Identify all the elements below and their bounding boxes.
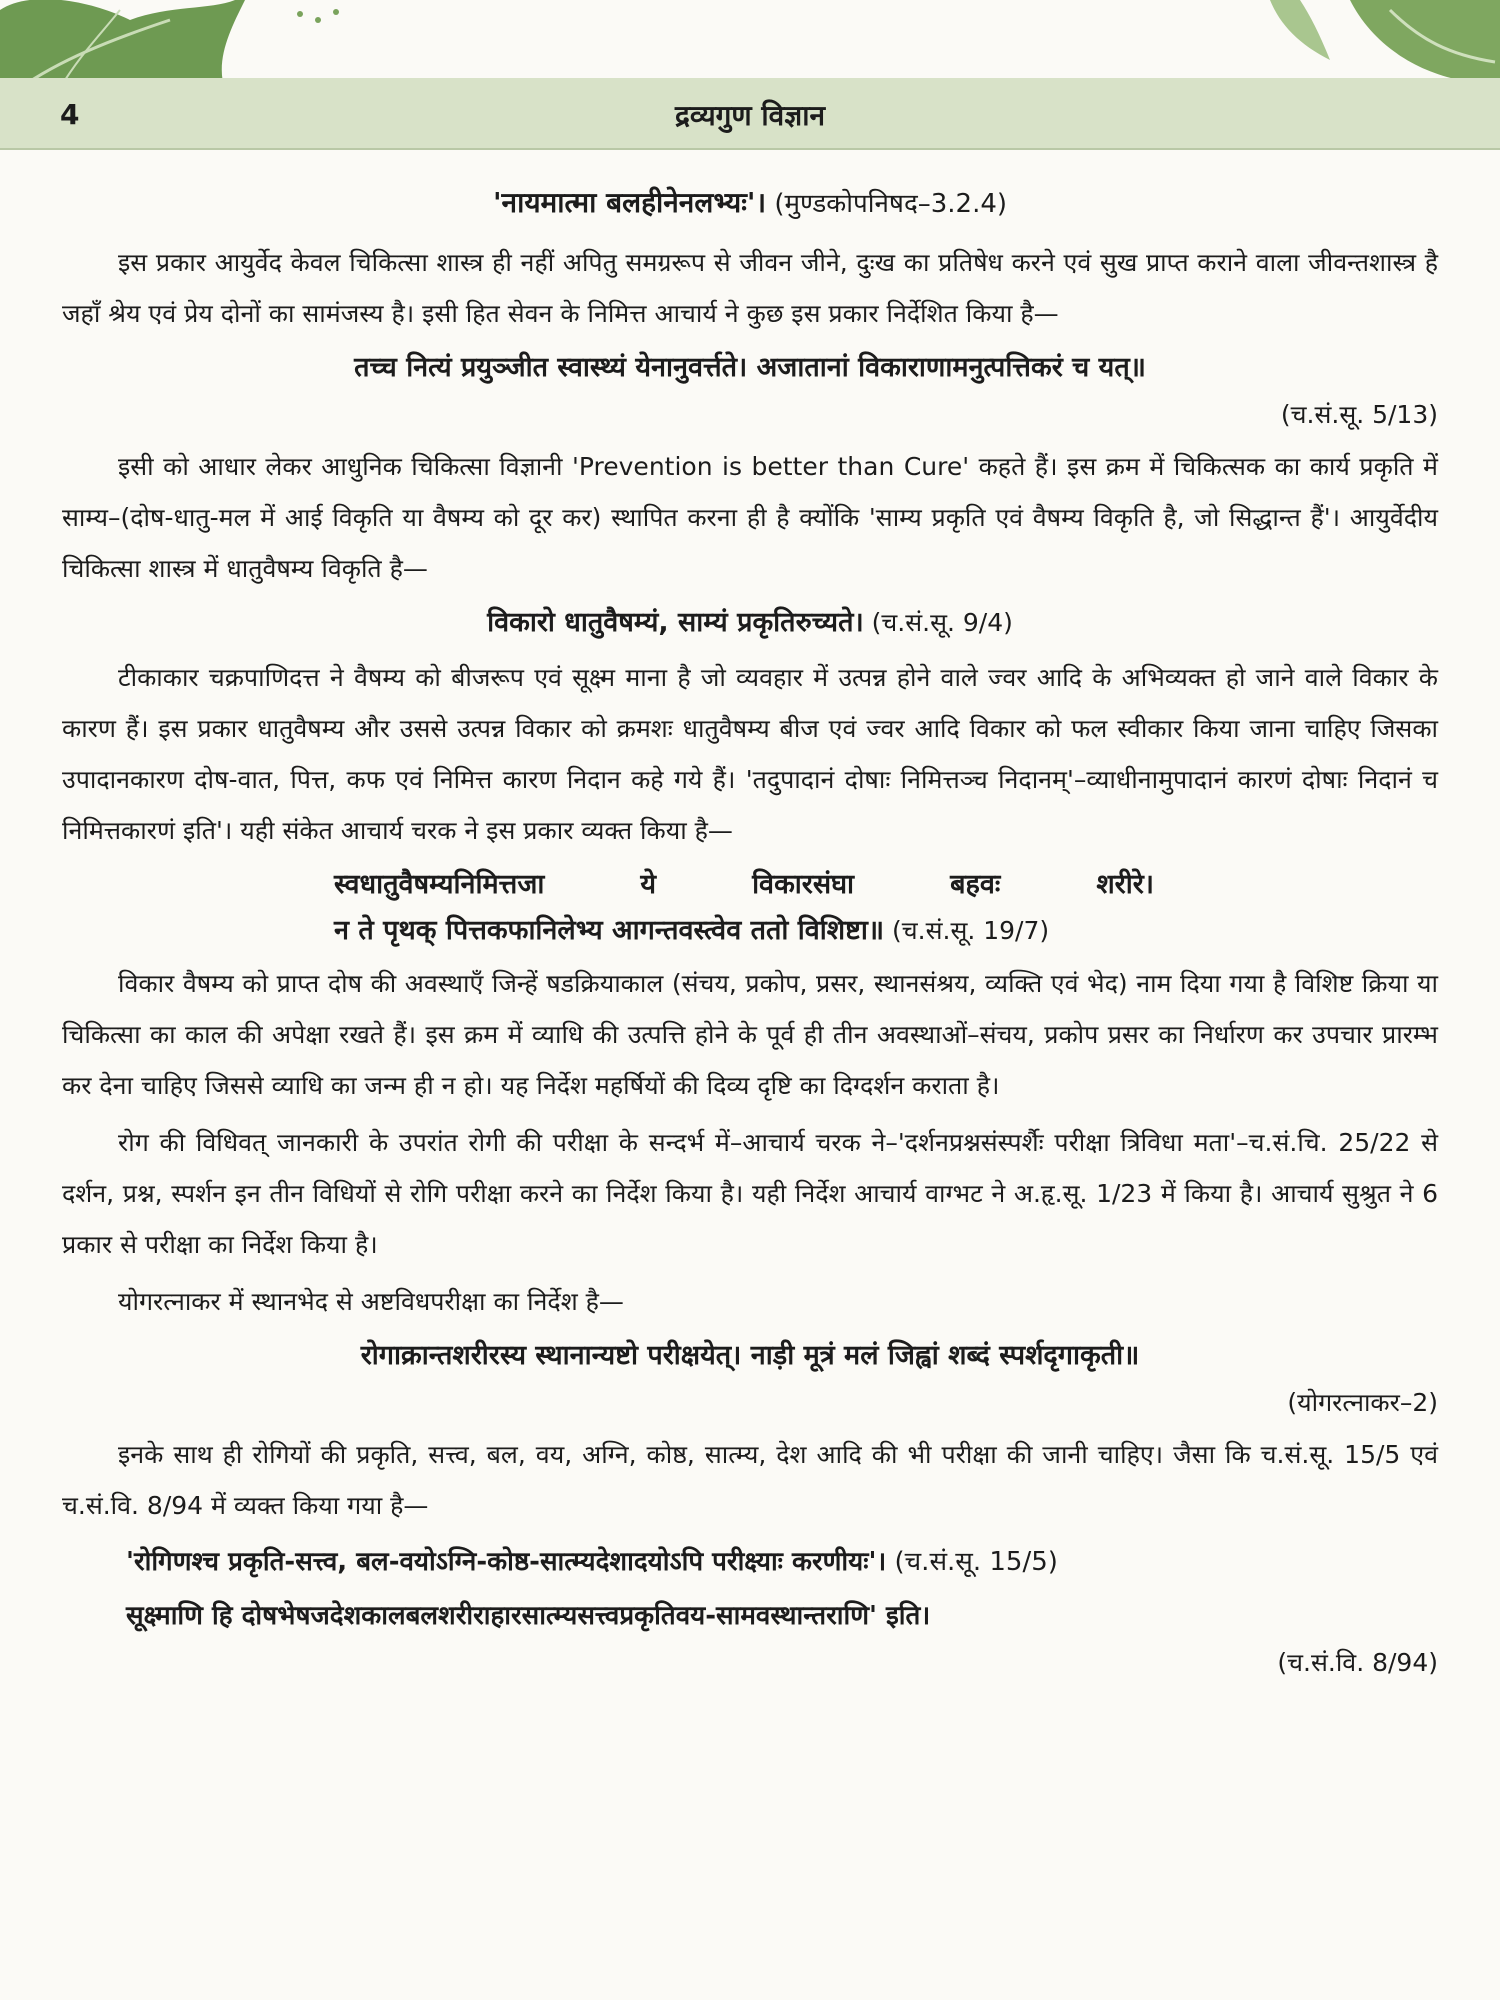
- shloka: विकारो धातुवैषम्यं, साम्यं प्रकृतिरुच्यते। (च.सं.सू. 9/4): [487, 607, 1013, 638]
- paragraph: इस प्रकार आयुर्वेद केवल चिकित्सा शास्त्र ही नहीं अपितु समग्ररूप से जीवन जीने, दुःख का प्रतिषेध करने एवं सुख प्राप्त कराने वाला जीवन्तशास्त्र है जहाँ श्रेय एवं प्रेय दोनों का सामंजस्य है। इसी हित सेवन के निमित्त आचार्य ने कुछ इस प्रकार निर्देशित किया है—: [62, 248, 1438, 328]
- verse-source: (च.सं.सू. 5/13): [1280, 400, 1438, 429]
- verse-source: (योगरत्नाकर–2): [1287, 1388, 1438, 1417]
- running-header: [0, 78, 1500, 150]
- quote-mundaka: 'नायमात्मा बलहीनेनलभ्यः'। (मुण्डकोपनिषद–3.2.4): [492, 186, 1008, 219]
- leaf-decoration-icon: [0, 0, 1500, 90]
- paragraph: इनके साथ ही रोगियों की प्रकृति, सत्त्व, बल, वय, अग्नि, कोष्ठ, सात्म्य, देश आदि की भी परीक्षा की जानी चाहिए। जैसा कि च.सं.सू. 15/5 एवं च.सं.वि. 8/94 में व्यक्त किया गया है—: [62, 1440, 1438, 1520]
- paragraph: रोग की विधिवत् जानकारी के उपरांत रोगी की परीक्षा के सन्दर्भ में–आचार्य चरक ने–'दर्शनप्रश्नसंस्पर्शैः परीक्षा त्रिविधा मता'–च.सं.चि. 25/22 से दर्शन, प्रश्न, स्पर्शन इन तीन विधियों से रोगि परीक्षा करने का निर्देश किया है। यही निर्देश आचार्य वाग्भट ने अ.हृ.सू. 1/23 में किया है। आचार्य सुश्रुत ने 6 प्रकार से परीक्षा का निर्देश किया है।: [62, 1128, 1438, 1259]
- page-body: [62, 182, 1438, 1689]
- paragraph: विकार वैषम्य को प्राप्त दोष की अवस्थाएँ जिन्हें षडक्रियाकाल (संचय, प्रकोप, प्रसर, स्थानसंश्रय, व्यक्ति एवं भेद) नाम दिया गया है विशिष्ट क्रिया या चिकित्सा का काल की अपेक्षा रखते हैं। इस क्रम में व्याधि की उत्पत्ति होने के पूर्व ही तीन अवस्थाओं–संचय, प्रकोप प्रसर का निर्धारण कर उपचार प्रारम्भ कर देना चाहिए जिससे व्याधि का जन्म ही न हो। यह निर्देश महर्षियों की दिव्य दृष्टि का दिग्दर्शन कराता है।: [62, 969, 1438, 1100]
- shloka-two-line: स्वधातुवैषम्यनिमित्तजा ये विकारसंघा बहवः शरीरे। न ते पृथक् पित्तकफानिलेभ्य आगन्तवस्त्वेव ततो विशिष्टा॥ (च.सं.सू. 19/7): [334, 869, 1154, 946]
- quoted-verse: 'रोगिणश्च प्रकृति-सत्त्व, बल-वयोऽग्नि-कोष्ठ-सात्म्यदेशादयोऽपि परीक्ष्याः करणीयः'। (च.सं.सू. 15/5): [126, 1547, 1058, 1577]
- quoted-verse: सूक्ष्माणि हि दोषभेषजदेशकालबलशरीराहारसात्म्यसत्त्वप्रकृतिवय-सामवस्थान्तराणि' इति।: [126, 1601, 931, 1631]
- paragraph: टीकाकार चक्रपाणिदत्त ने वैषम्य को बीजरूप एवं सूक्ष्म माना है जो व्यवहार में उत्पन्न होने वाले ज्वर आदि के अभिव्यक्त हो जाने वाले विकार के कारण हैं। इस प्रकार धातुवैषम्य और उससे उत्पन्न विकार को क्रमशः धातुवैषम्य बीज एवं ज्वर आदि विकार को फल स्वीकार किया जाना चाहिए जिसका उपादानकारण दोष-वात, पित्त, कफ एवं निमित्त कारण निदान कहे गये हैं। 'तदुपादानं दोषाः निमित्तञ्च निदानम्'–व्याधीनामुपादानं कारणं दोषाः निदानं च निमित्तकारणं इति'। यही संकेत आचार्य चरक ने इस प्रकार व्यक्त किया है—: [62, 663, 1438, 845]
- paragraph: इसी को आधार लेकर आधुनिक चिकित्सा विज्ञानी 'Prevention is better than Cure' कहते हैं। इस क्रम में चिकित्सक का कार्य प्रकृति में साम्य–(दोष-धातु-मल में आई विकृति या वैषम्य को दूर कर) स्थापित करना ही है क्योंकि 'साम्य प्रकृति एवं वैषम्य विकृति है, जो सिद्धान्त हैं'। आयुर्वेदीय चिकित्सा शास्त्र में धातुवैषम्य विकृति है—: [62, 452, 1438, 583]
- page-number: 4: [60, 98, 80, 131]
- paragraph: योगरत्नाकर में स्थानभेद से अष्टविधपरीक्षा का निर्देश है—: [118, 1287, 624, 1316]
- running-title: द्रव्यगुण विज्ञान: [674, 99, 825, 132]
- shloka: रोगाक्रान्तशरीरस्य स्थानान्यष्टो परीक्षयेत्। नाड़ी मूत्रं मलं जिह्वां शब्दं स्पर्शदृगाकृती॥: [360, 1340, 1140, 1371]
- verse-source: (च.सं.वि. 8/94): [1277, 1648, 1438, 1677]
- shloka: तच्च नित्यं प्रयुञ्जीत स्वास्थ्यं येनानुवर्त्तते। अजातानां विकाराणामनुत्पत्तिकरं च यत्॥: [354, 352, 1146, 383]
